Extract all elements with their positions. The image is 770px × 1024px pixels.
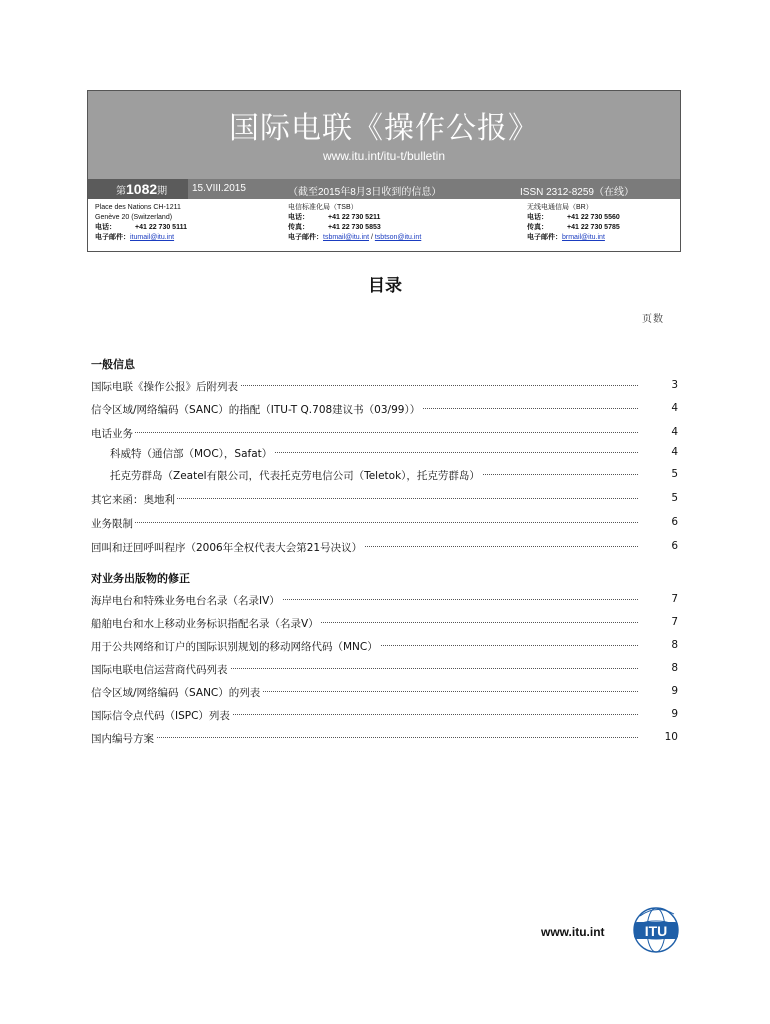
toc-entry-title: 回叫和迂回呼叫程序（2006年全权代表大会第21号决议）: [91, 542, 363, 554]
bulletin-header: [87, 90, 681, 252]
toc-entry[interactable]: [91, 639, 678, 655]
itu-logo: [628, 902, 684, 958]
tsb-fax-value: +41 22 730 5853: [328, 224, 381, 231]
tsb-email-link-2[interactable]: tsbtson@itu.int: [374, 234, 422, 241]
sg-phone-label: 电话：: [95, 224, 116, 231]
br-email-label: 电子邮件：: [527, 234, 562, 241]
toc-section-heading: 一般信息: [91, 358, 135, 371]
tsb-email-label: 电子邮件：: [288, 234, 323, 241]
toc-entry-title: 海岸电台和特殊业务电台名录（名录IV）: [91, 595, 280, 607]
issue-note: （截至2015年8月3日收到的信息）: [288, 187, 442, 198]
sg-email-link[interactable]: itumail@itu.int: [130, 234, 175, 241]
br-phone: [527, 213, 620, 223]
leader-dots: [91, 432, 638, 433]
toc-entry[interactable]: [91, 731, 678, 747]
toc-entry-title: 电话业务: [91, 428, 133, 440]
br-phone-value: +41 22 730 5560: [567, 214, 620, 221]
sg-phone-value: +41 22 730 5111: [135, 224, 187, 231]
logo-text: ITU: [644, 923, 668, 939]
toc-entry-title: 国际电联《操作公报》后附列表: [91, 381, 238, 393]
address-line2: Genève 20 (Switzerland): [95, 214, 173, 221]
br-phone-label: 电话：: [527, 214, 548, 221]
br-fax-value: +41 22 730 5785: [567, 224, 620, 231]
toc-entry-page: 10: [664, 731, 678, 743]
toc-entry[interactable]: [91, 379, 678, 395]
toc-entry-title: 信令区域/网络编码（SANC）的列表: [91, 687, 261, 699]
br-fax: [527, 223, 620, 233]
toc-entry-title: 信令区域/网络编码（SANC）的指配（ITU-T Q.708建议书（03/99））: [91, 404, 421, 416]
tsb-phone-label: 电话：: [288, 214, 309, 221]
br-email-link[interactable]: brmail@itu.int: [562, 234, 605, 241]
toc-entry-page: 4: [671, 402, 678, 414]
leader-dots: [91, 737, 638, 738]
toc-entry-page: 9: [671, 708, 678, 720]
issue-strip: [88, 179, 680, 199]
tsb-email-link-1[interactable]: tsbmail@itu.int: [323, 234, 370, 241]
toc-entry[interactable]: [91, 426, 678, 442]
header-title-area: [88, 91, 680, 179]
toc-entry[interactable]: [91, 516, 678, 532]
toc-entry-page: 8: [671, 662, 678, 674]
issue-number: [116, 181, 167, 197]
issue-box: [88, 179, 188, 199]
toc-entry[interactable]: [91, 540, 678, 556]
bulletin-url[interactable]: www.itu.int/itu-t/bulletin: [322, 149, 446, 163]
issue-prefix: 第: [116, 186, 126, 197]
toc-entry-title: 托克劳群岛（Zeatel有限公司，代表托克劳电信公司（Teletok），托克劳群岛）: [110, 470, 480, 482]
tsb-email: [288, 233, 421, 243]
br-fax-label: 传真：: [527, 224, 548, 231]
issn: ISSN 2312-8259（在线）: [520, 187, 634, 198]
toc-entry-title: 其它来函：奥地利: [91, 494, 175, 506]
tsb-fax-label: 传真：: [288, 224, 309, 231]
toc-title: 目录: [368, 276, 402, 296]
issue-suffix: 期: [157, 186, 168, 197]
sg-email: [95, 233, 187, 243]
toc-entry-page: 9: [671, 685, 678, 697]
toc-section-heading: 对业务出版物的修正: [91, 572, 190, 585]
issue-date: 15.VIII.2015: [192, 183, 246, 194]
page-column-label: 页数: [642, 314, 664, 325]
footer-url[interactable]: www.itu.int: [541, 925, 605, 939]
toc-entry-page: 6: [671, 516, 678, 528]
toc-entry[interactable]: [91, 685, 678, 701]
toc-entry-page: 5: [671, 468, 678, 480]
leader-dots: [91, 522, 638, 523]
contact-br: [527, 203, 620, 243]
toc-subentry[interactable]: [110, 446, 678, 462]
toc-entry[interactable]: [91, 708, 678, 724]
toc-entry-title: 科威特（通信部（MOC），Safat）: [110, 448, 273, 460]
toc-entry-page: 5: [671, 492, 678, 504]
toc-entry-title: 业务限制: [91, 518, 133, 530]
toc-subentry[interactable]: [110, 468, 678, 484]
br-email: [527, 233, 620, 243]
br-name: 无线电通信局（BR）: [527, 204, 593, 211]
bulletin-title: 国际电联《操作公报》: [229, 111, 539, 146]
address-line1: Place des Nations CH-1211: [95, 204, 181, 211]
toc-entry[interactable]: [91, 662, 678, 678]
toc-entry-title: 国际电联电信运营商代码列表: [91, 664, 228, 676]
toc-entry-title: 国内编号方案: [91, 733, 154, 745]
tsb-phone-value: +41 22 730 5211: [328, 214, 381, 221]
tsb-name: 电信标准化局（TSB）: [288, 204, 358, 211]
toc-entry-page: 7: [671, 593, 678, 605]
toc-entry-title: 船舶电台和水上移动业务标识指配名录（名录V）: [91, 618, 319, 630]
contact-sg: [95, 203, 187, 243]
toc-entry-page: 8: [671, 639, 678, 651]
contact-tsb: [288, 203, 421, 243]
tsb-phone: [288, 213, 421, 223]
toc-entry[interactable]: [91, 593, 678, 609]
toc-entry-page: 7: [671, 616, 678, 628]
tsb-fax: [288, 223, 421, 233]
toc-entry-title: 国际信令点代码（ISPC）列表: [91, 710, 230, 722]
toc-entry-title: 用于公共网络和订户的国际识别规划的移动网络代码（MNC）: [91, 641, 378, 653]
contact-info: [88, 201, 680, 251]
sg-phone: [95, 223, 187, 233]
toc-entry-page: 4: [671, 426, 678, 438]
toc-entry-page: 4: [671, 446, 678, 458]
toc-entry[interactable]: [91, 616, 678, 632]
toc-entry[interactable]: [91, 402, 678, 418]
toc-entry-page: 3: [671, 379, 678, 391]
toc-entry-page: 6: [671, 540, 678, 552]
sg-email-label: 电子邮件：: [95, 234, 130, 241]
toc-entry[interactable]: [91, 492, 678, 508]
issue-number-value: 1082: [126, 181, 158, 197]
tsb-email-separator: /: [369, 234, 375, 241]
